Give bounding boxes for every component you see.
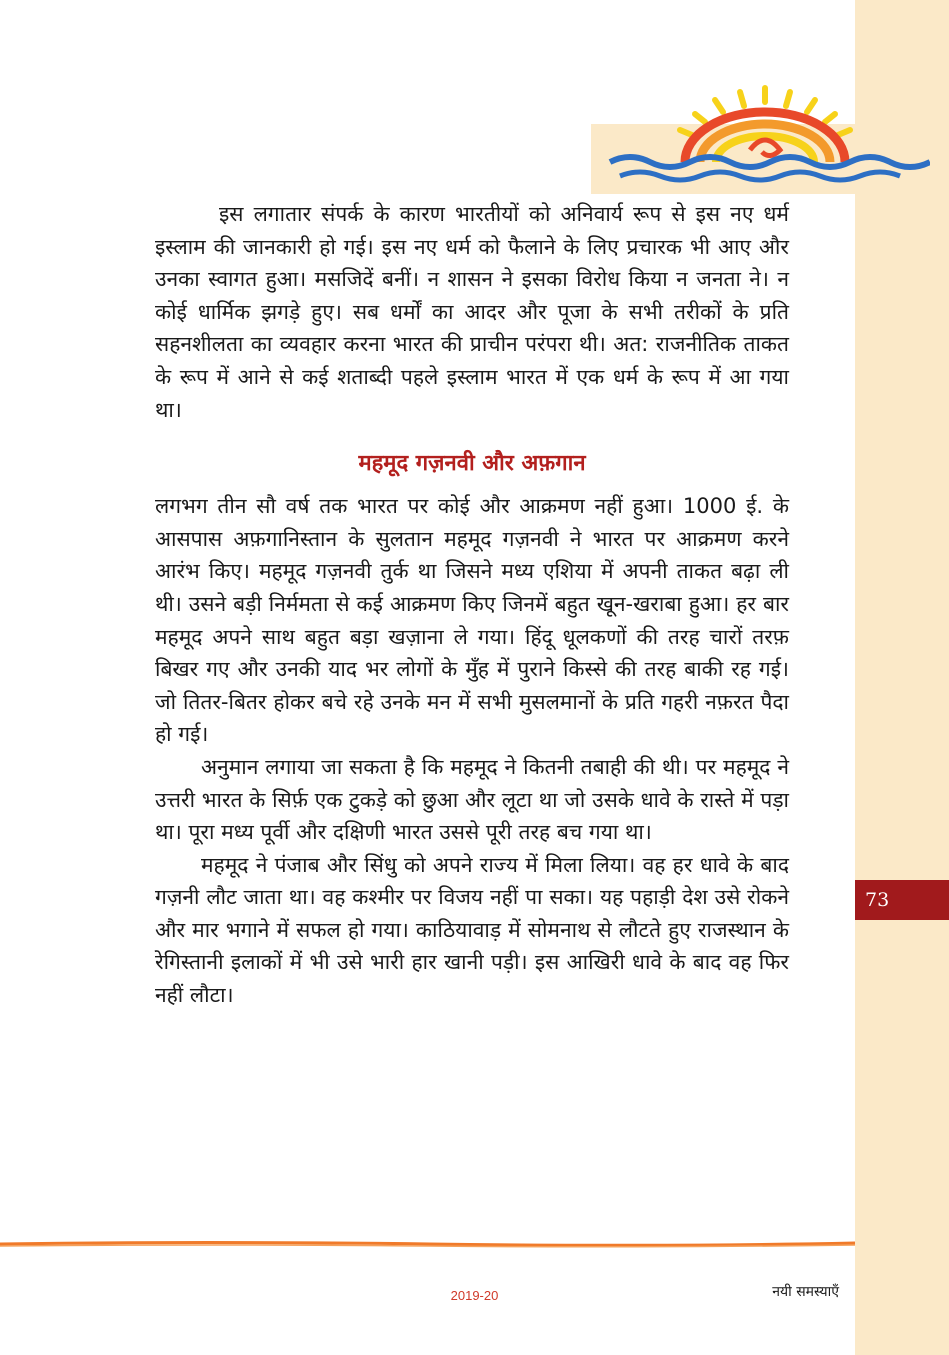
footer-year: 2019-20 (450, 1288, 499, 1303)
footer-chapter-title: नयी समस्याएँ (772, 1284, 839, 1300)
paragraph-conquests: महमूद ने पंजाब और सिंधु को अपने राज्य में मिला लिया। वह हर धावे के बाद गज़नी लौट जाता था। वह कश्मीर पर विजय नहीं पा सका। यह पहाड़ी देश उसे रोकने और मार भगाने में सफल हो गया। काठियावाड़ में सोमनाथ से लौटते हुए राजस्थान के रेगिस्तानी इलाकों में भी उसे भारी हार खानी पड़ी। इस आखिरी धावे के बाद वह फिर नहीं लौटा। (155, 852, 789, 1008)
paragraph-mahmud-invasions: लगभग तीन सौ वर्ष तक भारत पर कोई और आक्रमण नहीं हुआ। 1000 ई. के आसपास अफ़गानिस्तान के सुलतान महमूद गज़नवी ने भारत पर आक्रमण करने आरंभ किए। महमूद गज़नवी तुर्क था जिसने मध्य एशिया में अपनी ताकत बढ़ा ली थी। उसने बड़ी निर्ममता से कई आक्रमण किए जिनमें बहुत खून-खराबा हुआ। हर बार महमूद अपने साथ बहुत बड़ा खज़ाना ले गया। हिंदू धूलकणों की तरह चारों तरफ़ बिखर गए और उनकी याद भर लोगों के मुँह में पुराने किस्से की तरह बाकी रह गई। जो तितर-बितर होकर बचे रहे उनके मन में सभी मुसलमानों के प्रति गहरी नफ़रत पैदा हो गई। (155, 494, 789, 747)
side-margin-strip (855, 0, 949, 1355)
bottom-divider (0, 1238, 855, 1250)
page-content (155, 198, 789, 1012)
section-heading: महमूद गज़नवी और अफ़गान (358, 451, 586, 477)
paragraph-destruction: अनुमान लगाया जा सकता है कि महमूद ने कितनी तबाही की थी। पर महमूद ने उत्तरी भारत के सिर्फ़ एक टुकड़े को छुआ और लूटा था जो उसके धावे के रास्ते में पड़ा था। पूरा मध्य पूर्वी और दक्षिणी भारत उससे पूरी तरह बच गया था। (155, 754, 789, 845)
page-number: 73 (855, 880, 949, 920)
paragraph-intro: इस लगातार संपर्क के कारण भारतीयों को अनिवार्य रूप से इस नए धर्म इस्लाम की जानकारी हो गई। इस नए धर्म को फैलाने के लिए प्रचारक भी आए और उनका स्वागत हुआ। मसजिदें बनीं। न शासन ने इसका विरोध किया न जनता ने। न कोई धार्मिक झगड़े हुए। सब धर्मों का आदर और पूजा के सभी तरीकों के प्रति सहनशीलता का व्यवहार करना भारत की प्राचीन परंपरा थी। अत: राजनीतिक ताकत के रूप में आने से कई शताब्दी पहले इस्लाम भारत में एक धर्म के रूप में आ गया था। (155, 202, 789, 422)
sun-wave-icon (600, 80, 930, 200)
